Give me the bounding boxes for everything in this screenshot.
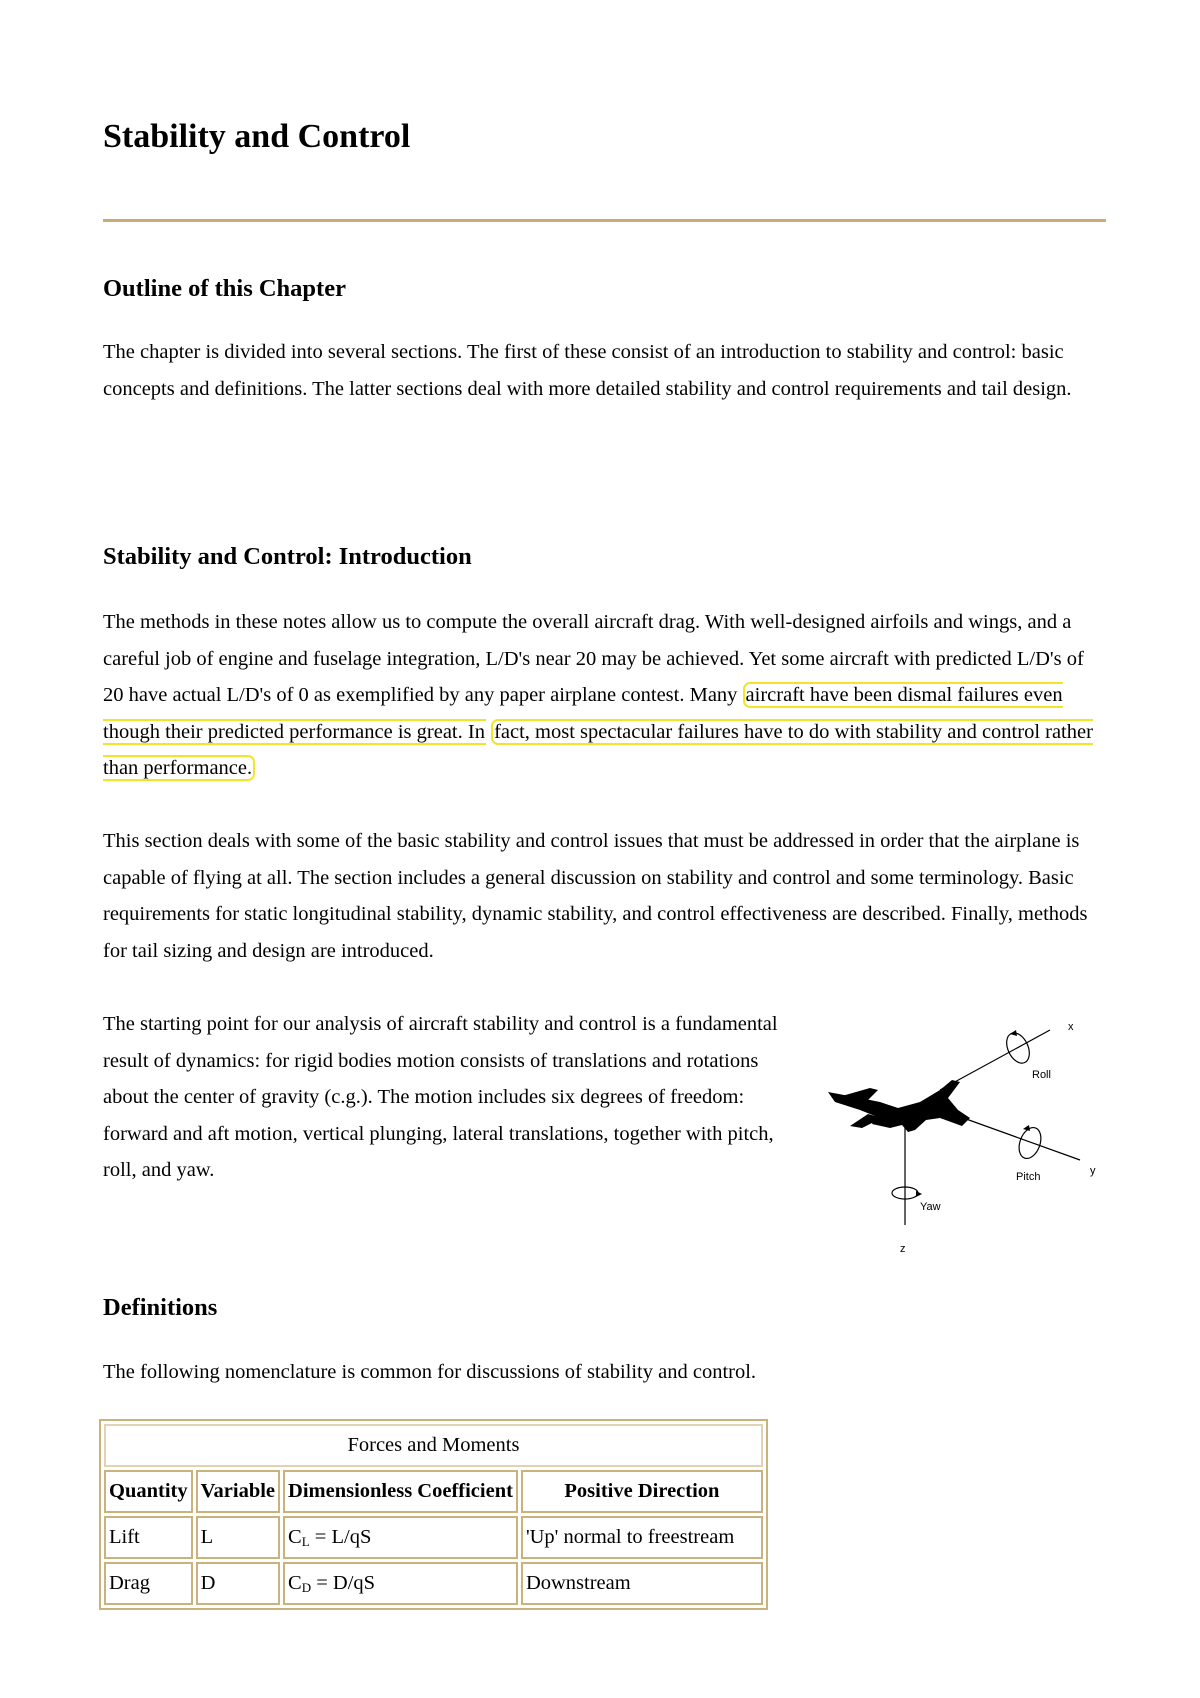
yaw-label: Yaw xyxy=(920,1201,941,1213)
y-axis-line xyxy=(955,1115,1080,1160)
header-direction: Positive Direction xyxy=(521,1470,763,1513)
definitions-paragraph: The following nomenclature is common for discussions of stability and control. xyxy=(103,1361,757,1383)
table-row xyxy=(104,1562,763,1605)
table-caption: Forces and Moments xyxy=(104,1424,763,1467)
roll-label: Roll xyxy=(1032,1069,1051,1081)
cell-direction: Downstream xyxy=(521,1562,763,1605)
highlight-annotation: aircraft have been dismal failures even though their predicted performance is great. In xyxy=(103,684,1063,743)
page-title: Stability and Control xyxy=(103,118,411,155)
header-coefficient: Dimensionless Coefficient xyxy=(283,1470,518,1513)
definitions-heading: Definitions xyxy=(103,1294,218,1321)
pitch-label: Pitch xyxy=(1016,1171,1041,1183)
intro-paragraph-3: The starting point for our analysis of aircraft stability and control is a fundamental result of dynamics: for rigid bodies motion consists of translations and rotations about the center of gravity (c.g.). The motion includes six degrees of freedom: forward and aft motion, vertical plunging, lateral translations, together with pitch, roll, and yaw. xyxy=(103,1013,778,1182)
intro-paragraph-2: This section deals with some of the basic stability and control issues that must be addressed in order that the airplane is capable of flying at all. The section includes a general discussion on stability and control and some terminology. Basic requirements for static longitudinal stability, dynamic stability, and control effectiveness are described. Finally, methods for tail sizing and design are introduced. xyxy=(103,830,1088,962)
x-axis-line xyxy=(940,1030,1050,1090)
intro-heading: Stability and Control: Introduction xyxy=(103,543,472,570)
aircraft-silhouette-icon xyxy=(828,1080,970,1132)
header-quantity: Quantity xyxy=(104,1470,193,1513)
cell-quantity: Lift xyxy=(104,1516,193,1559)
cell-variable: D xyxy=(196,1562,280,1605)
title-divider xyxy=(103,219,1106,222)
cell-variable: L xyxy=(196,1516,280,1559)
outline-paragraph: The chapter is divided into several sections. The first of these consist of an introduction to stability and control: basic concepts and definitions. The latter sections deal with more detailed stability and control requirements and tail design. xyxy=(103,341,1072,400)
cell-coefficient: $C_L = L/qS$ xyxy=(283,1516,518,1559)
axis-y-label: y xyxy=(1090,1165,1096,1177)
cell-direction: 'Up' normal to freestream xyxy=(521,1516,763,1559)
table-row xyxy=(104,1516,763,1559)
aircraft-axes-figure xyxy=(820,1010,1120,1260)
cell-quantity: Drag xyxy=(104,1562,193,1605)
highlight-annotation: fact, most spectacular failures have to do with stability and control rather than performance. xyxy=(103,720,1093,780)
header-variable: Variable xyxy=(196,1470,280,1513)
forces-moments-table xyxy=(99,1419,768,1610)
intro-paragraph-1-lead: The methods in these notes allow us to compute the overall aircraft drag. With well-designed airfoils and wings, and a careful job of engine and fuselage integration, L/D's near 20 may be achieved. Yet some aircraft with predicted L/D's of 20 have actual L/D's of 0 as exemplified by any paper airplane contest. Many xyxy=(103,611,1084,707)
intro-paragraph-1 xyxy=(103,604,1103,787)
outline-heading: Outline of this Chapter xyxy=(103,275,346,302)
axis-x-label: x xyxy=(1068,1021,1074,1033)
table-header-row xyxy=(104,1470,763,1513)
cell-coefficient: $C_D = D/qS$ xyxy=(283,1562,518,1605)
pitch-icon xyxy=(1015,1125,1045,1162)
axis-z-label: z xyxy=(900,1243,906,1255)
